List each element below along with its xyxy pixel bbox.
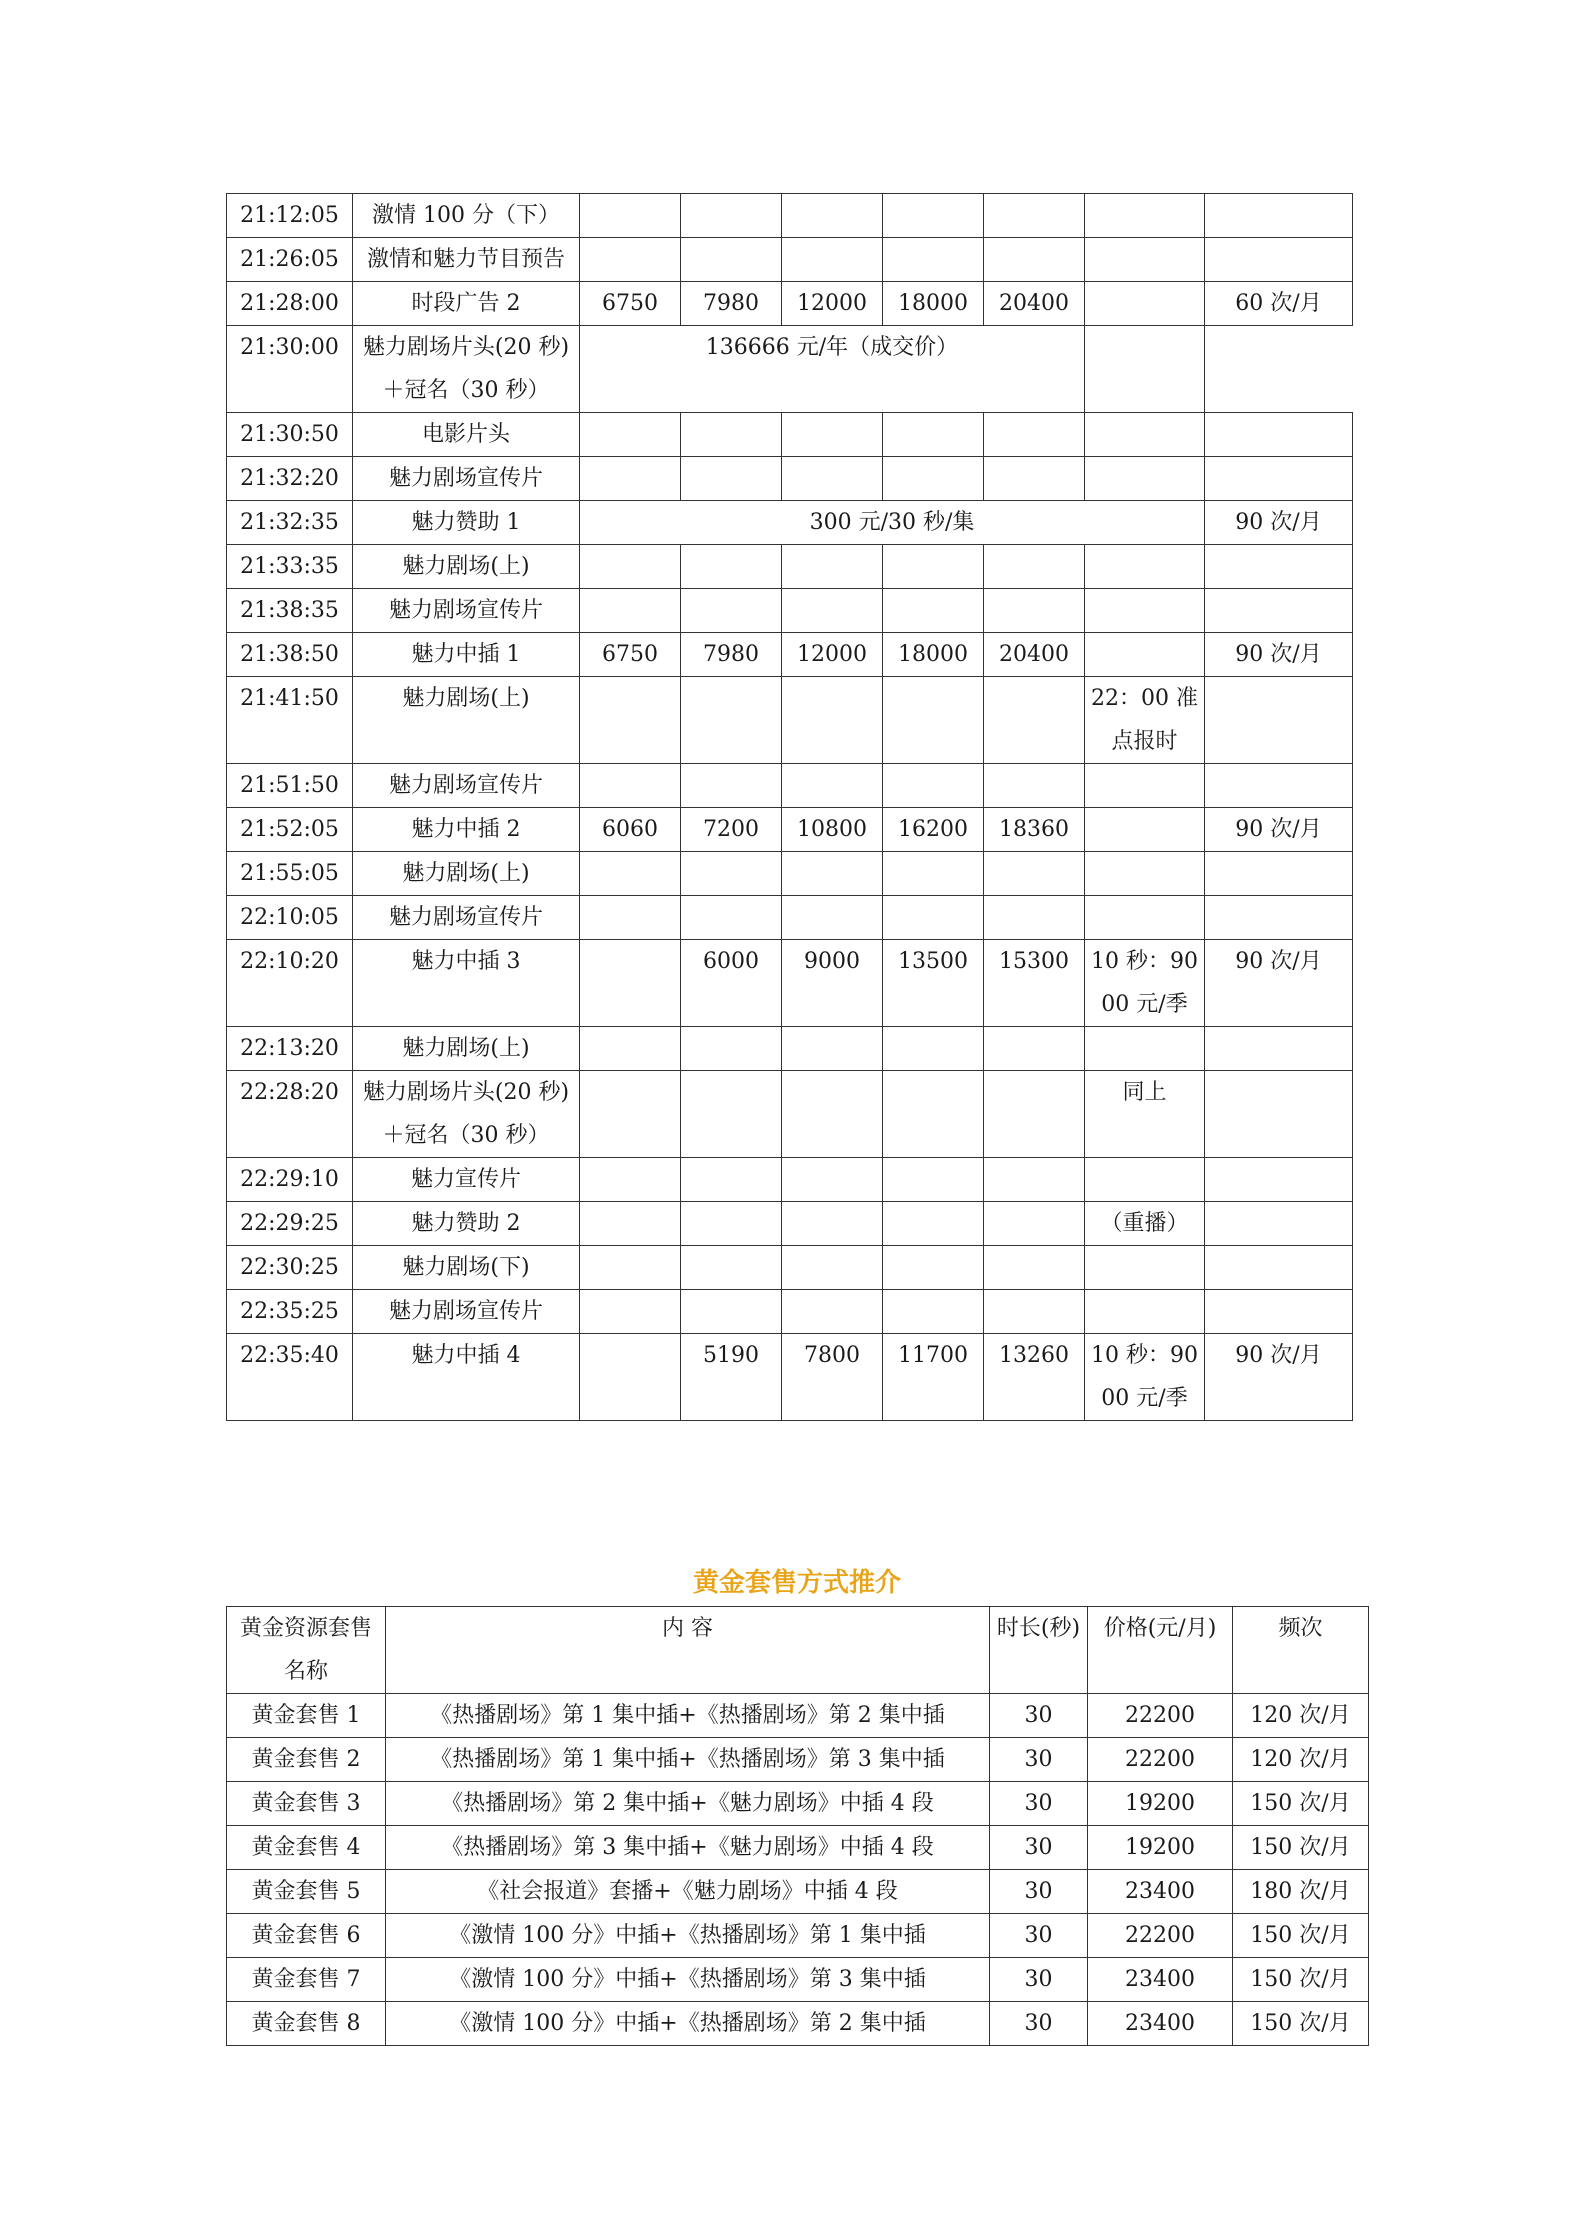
schedule-row	[227, 633, 1353, 677]
schedule-cell: 18360	[984, 808, 1085, 852]
package-cell: 30	[990, 1870, 1088, 1914]
package-cell: 120 次/月	[1233, 1694, 1369, 1738]
schedule-cell: 21:41:50	[227, 677, 353, 764]
header-duration: 时长(秒)	[990, 1607, 1088, 1694]
schedule-cell	[782, 545, 883, 589]
schedule-cell	[1085, 808, 1205, 852]
package-cell: 30	[990, 1738, 1088, 1782]
schedule-cell	[984, 194, 1085, 238]
package-cell: 《热播剧场》第 1 集中插+《热播剧场》第 2 集中插	[386, 1694, 990, 1738]
schedule-cell: 5190	[681, 1334, 782, 1421]
schedule-cell: 9000	[782, 940, 883, 1027]
schedule-cell: 6000	[681, 940, 782, 1027]
schedule-cell: 13500	[883, 940, 984, 1027]
schedule-cell	[580, 1158, 681, 1202]
schedule-cell	[580, 764, 681, 808]
schedule-cell	[1205, 1202, 1353, 1246]
schedule-row	[227, 940, 1353, 1027]
package-cell: 150 次/月	[1233, 1782, 1369, 1826]
package-cell: 19200	[1088, 1826, 1233, 1870]
schedule-row	[227, 808, 1353, 852]
schedule-cell: 魅力中插 1	[353, 633, 580, 677]
schedule-cell: 魅力宣传片	[353, 1158, 580, 1202]
package-cell: 黄金套售 3	[227, 1782, 386, 1826]
schedule-cell: 魅力剧场片头(20 秒)＋冠名（30 秒）	[353, 326, 580, 413]
schedule-cell	[883, 677, 984, 764]
schedule-cell	[782, 1290, 883, 1334]
schedule-cell	[883, 896, 984, 940]
schedule-cell: 22:13:20	[227, 1027, 353, 1071]
schedule-row	[227, 1290, 1353, 1334]
schedule-cell	[681, 677, 782, 764]
schedule-cell	[984, 1027, 1085, 1071]
schedule-cell	[883, 1071, 984, 1158]
schedule-row	[227, 194, 1353, 238]
schedule-cell	[883, 1290, 984, 1334]
schedule-cell	[883, 764, 984, 808]
schedule-cell: 魅力赞助 2	[353, 1202, 580, 1246]
schedule-cell	[984, 238, 1085, 282]
schedule-cell	[580, 1334, 681, 1421]
schedule-cell: 7200	[681, 808, 782, 852]
schedule-cell	[1085, 194, 1205, 238]
package-cell: 《热播剧场》第 2 集中插+《魅力剧场》中插 4 段	[386, 1782, 990, 1826]
schedule-cell	[1085, 1290, 1205, 1334]
schedule-cell	[681, 852, 782, 896]
schedule-cell	[1205, 896, 1353, 940]
package-cell: 黄金套售 7	[227, 1958, 386, 2002]
schedule-cell	[580, 896, 681, 940]
schedule-cell	[681, 545, 782, 589]
package-row	[227, 1870, 1369, 1914]
schedule-table	[226, 193, 1353, 1421]
schedule-cell	[782, 589, 883, 633]
schedule-row	[227, 1202, 1353, 1246]
schedule-cell	[984, 589, 1085, 633]
schedule-cell	[1085, 545, 1205, 589]
schedule-cell: 6060	[580, 808, 681, 852]
package-row	[227, 1782, 1369, 1826]
schedule-cell	[1205, 545, 1353, 589]
package-cell: 黄金套售 4	[227, 1826, 386, 1870]
schedule-cell	[580, 238, 681, 282]
schedule-cell	[883, 589, 984, 633]
schedule-cell: 魅力剧场宣传片	[353, 457, 580, 501]
schedule-cell	[681, 764, 782, 808]
schedule-cell	[681, 896, 782, 940]
schedule-cell: 魅力中插 3	[353, 940, 580, 1027]
schedule-cell	[984, 1246, 1085, 1290]
package-cell: 30	[990, 1694, 1088, 1738]
schedule-cell	[1085, 1246, 1205, 1290]
schedule-cell: 魅力剧场(上)	[353, 677, 580, 764]
package-cell: 《激情 100 分》中插+《热播剧场》第 2 集中插	[386, 2002, 990, 2046]
schedule-cell: 激情 100 分（下）	[353, 194, 580, 238]
schedule-cell	[782, 238, 883, 282]
schedule-cell: 7800	[782, 1334, 883, 1421]
schedule-row	[227, 589, 1353, 633]
header-content: 内 容	[386, 1607, 990, 1694]
package-cell: 黄金套售 6	[227, 1914, 386, 1958]
schedule-cell	[782, 896, 883, 940]
schedule-cell	[1205, 1290, 1353, 1334]
schedule-cell: （重播）	[1085, 1202, 1205, 1246]
schedule-cell: 15300	[984, 940, 1085, 1027]
schedule-cell	[580, 194, 681, 238]
schedule-cell	[1205, 457, 1353, 501]
schedule-cell: 6750	[580, 282, 681, 326]
schedule-cell: 300 元/30 秒/集	[580, 501, 1205, 545]
header-frequency: 频次	[1233, 1607, 1369, 1694]
schedule-row	[227, 1027, 1353, 1071]
schedule-cell	[984, 677, 1085, 764]
schedule-cell	[984, 764, 1085, 808]
schedule-cell	[782, 1202, 883, 1246]
schedule-row	[227, 1246, 1353, 1290]
package-row	[227, 1826, 1369, 1870]
schedule-cell: 21:26:05	[227, 238, 353, 282]
schedule-cell: 22:29:10	[227, 1158, 353, 1202]
schedule-cell	[580, 677, 681, 764]
schedule-cell	[1205, 764, 1353, 808]
schedule-cell	[1205, 677, 1353, 764]
schedule-cell	[681, 1071, 782, 1158]
schedule-cell	[1205, 1158, 1353, 1202]
schedule-cell: 21:52:05	[227, 808, 353, 852]
package-cell: 黄金套售 2	[227, 1738, 386, 1782]
schedule-cell	[1085, 896, 1205, 940]
schedule-cell: 10 秒：9000 元/季	[1085, 1334, 1205, 1421]
package-cell: 黄金套售 8	[227, 2002, 386, 2046]
schedule-cell: 魅力赞助 1	[353, 501, 580, 545]
schedule-cell: 22:30:25	[227, 1246, 353, 1290]
package-cell: 120 次/月	[1233, 1738, 1369, 1782]
schedule-cell: 90 次/月	[1205, 808, 1353, 852]
schedule-cell: 魅力剧场宣传片	[353, 896, 580, 940]
schedule-cell	[883, 545, 984, 589]
schedule-cell	[782, 852, 883, 896]
schedule-cell	[580, 589, 681, 633]
schedule-cell	[681, 589, 782, 633]
schedule-row	[227, 282, 1353, 326]
schedule-cell: 12000	[782, 633, 883, 677]
schedule-cell: 魅力剧场(上)	[353, 852, 580, 896]
schedule-cell	[883, 1246, 984, 1290]
schedule-cell	[681, 1290, 782, 1334]
schedule-cell: 10800	[782, 808, 883, 852]
schedule-row	[227, 326, 1353, 413]
schedule-cell	[984, 896, 1085, 940]
schedule-cell: 136666 元/年（成交价）	[580, 326, 1085, 413]
schedule-cell	[883, 457, 984, 501]
schedule-cell: 22:10:05	[227, 896, 353, 940]
schedule-cell: 21:32:20	[227, 457, 353, 501]
schedule-cell	[580, 1071, 681, 1158]
package-cell: 30	[990, 1826, 1088, 1870]
schedule-cell	[1085, 1027, 1205, 1071]
schedule-cell: 魅力剧场(上)	[353, 1027, 580, 1071]
schedule-cell: 21:33:35	[227, 545, 353, 589]
package-cell: 《激情 100 分》中插+《热播剧场》第 3 集中插	[386, 1958, 990, 2002]
schedule-cell: 魅力剧场宣传片	[353, 589, 580, 633]
schedule-cell	[580, 940, 681, 1027]
schedule-row	[227, 764, 1353, 808]
schedule-cell	[984, 457, 1085, 501]
schedule-cell	[1205, 194, 1353, 238]
schedule-row	[227, 1071, 1353, 1158]
schedule-cell: 魅力中插 2	[353, 808, 580, 852]
schedule-cell	[1205, 1246, 1353, 1290]
schedule-cell	[1085, 852, 1205, 896]
package-cell: 150 次/月	[1233, 2002, 1369, 2046]
package-row	[227, 2002, 1369, 2046]
package-cell: 《热播剧场》第 3 集中插+《魅力剧场》中插 4 段	[386, 1826, 990, 1870]
schedule-cell: 16200	[883, 808, 984, 852]
schedule-cell	[580, 1202, 681, 1246]
schedule-cell	[580, 1290, 681, 1334]
package-cell: 23400	[1088, 1870, 1233, 1914]
schedule-cell	[782, 677, 883, 764]
schedule-cell	[681, 413, 782, 457]
schedule-cell: 22：00 准点报时	[1085, 677, 1205, 764]
schedule-cell: 魅力剧场(下)	[353, 1246, 580, 1290]
schedule-cell: 同上	[1085, 1071, 1205, 1158]
package-cell: 22200	[1088, 1738, 1233, 1782]
package-row	[227, 1958, 1369, 2002]
schedule-cell	[1205, 238, 1353, 282]
schedule-cell: 22:35:25	[227, 1290, 353, 1334]
schedule-cell: 魅力剧场(上)	[353, 545, 580, 589]
schedule-cell: 21:32:35	[227, 501, 353, 545]
schedule-cell	[1205, 589, 1353, 633]
header-price: 价格(元/月)	[1088, 1607, 1233, 1694]
package-cell: 150 次/月	[1233, 1914, 1369, 1958]
schedule-cell	[1085, 589, 1205, 633]
schedule-cell	[984, 1202, 1085, 1246]
schedule-cell: 90 次/月	[1205, 1334, 1353, 1421]
package-cell: 150 次/月	[1233, 1826, 1369, 1870]
schedule-cell: 21:28:00	[227, 282, 353, 326]
schedule-row	[227, 852, 1353, 896]
schedule-cell: 60 次/月	[1205, 282, 1353, 326]
schedule-cell	[782, 1246, 883, 1290]
package-cell: 黄金套售 5	[227, 1870, 386, 1914]
package-cell: 23400	[1088, 1958, 1233, 2002]
schedule-cell: 电影片头	[353, 413, 580, 457]
schedule-cell	[984, 545, 1085, 589]
schedule-cell	[984, 413, 1085, 457]
schedule-cell: 18000	[883, 633, 984, 677]
package-cell: 黄金套售 1	[227, 1694, 386, 1738]
schedule-cell	[1205, 1027, 1353, 1071]
schedule-cell: 激情和魅力节目预告	[353, 238, 580, 282]
schedule-cell	[681, 1027, 782, 1071]
schedule-cell	[883, 238, 984, 282]
schedule-cell: 21:30:50	[227, 413, 353, 457]
schedule-cell	[984, 1290, 1085, 1334]
schedule-cell	[1085, 633, 1205, 677]
package-header-row	[227, 1607, 1369, 1694]
schedule-cell: 90 次/月	[1205, 940, 1353, 1027]
schedule-cell	[1085, 282, 1205, 326]
schedule-cell	[883, 1027, 984, 1071]
schedule-cell: 90 次/月	[1205, 501, 1353, 545]
schedule-cell: 7980	[681, 633, 782, 677]
schedule-cell: 6750	[580, 633, 681, 677]
schedule-cell	[1085, 326, 1205, 413]
schedule-cell	[984, 852, 1085, 896]
schedule-cell: 90 次/月	[1205, 633, 1353, 677]
header-package-name: 黄金资源套售名称	[227, 1607, 386, 1694]
schedule-row	[227, 413, 1353, 457]
package-cell: 《热播剧场》第 1 集中插+《热播剧场》第 3 集中插	[386, 1738, 990, 1782]
schedule-cell	[580, 413, 681, 457]
schedule-cell	[782, 457, 883, 501]
schedule-cell	[1205, 413, 1353, 457]
schedule-cell: 20400	[984, 282, 1085, 326]
schedule-cell: 魅力剧场宣传片	[353, 1290, 580, 1334]
schedule-cell	[1085, 457, 1205, 501]
schedule-row	[227, 545, 1353, 589]
schedule-row	[227, 1158, 1353, 1202]
schedule-row	[227, 501, 1353, 545]
package-title: 黄金套售方式推介	[692, 1568, 901, 1598]
schedule-cell: 21:55:05	[227, 852, 353, 896]
schedule-cell	[681, 1202, 782, 1246]
schedule-cell	[681, 1246, 782, 1290]
schedule-cell	[1205, 1071, 1353, 1158]
package-row	[227, 1914, 1369, 1958]
schedule-cell: 18000	[883, 282, 984, 326]
schedule-cell: 10 秒：9000 元/季	[1085, 940, 1205, 1027]
schedule-cell: 13260	[984, 1334, 1085, 1421]
package-cell: 30	[990, 1782, 1088, 1826]
schedule-cell	[681, 194, 782, 238]
schedule-cell: 22:35:40	[227, 1334, 353, 1421]
schedule-cell	[580, 1027, 681, 1071]
schedule-cell	[984, 1071, 1085, 1158]
schedule-cell: 魅力中插 4	[353, 1334, 580, 1421]
schedule-cell	[580, 545, 681, 589]
schedule-cell	[782, 1027, 883, 1071]
schedule-row	[227, 1334, 1353, 1421]
package-table	[226, 1606, 1369, 2046]
schedule-cell	[782, 1158, 883, 1202]
schedule-cell	[883, 413, 984, 457]
schedule-cell: 21:38:35	[227, 589, 353, 633]
schedule-row	[227, 238, 1353, 282]
schedule-cell	[782, 764, 883, 808]
schedule-cell	[580, 1246, 681, 1290]
schedule-cell: 20400	[984, 633, 1085, 677]
schedule-cell	[681, 457, 782, 501]
schedule-cell	[883, 1158, 984, 1202]
schedule-cell	[984, 1158, 1085, 1202]
package-cell: 150 次/月	[1233, 1958, 1369, 2002]
schedule-cell: 22:29:25	[227, 1202, 353, 1246]
schedule-cell: 21:12:05	[227, 194, 353, 238]
package-cell: 23400	[1088, 2002, 1233, 2046]
package-cell: 30	[990, 1914, 1088, 1958]
schedule-cell: 12000	[782, 282, 883, 326]
schedule-cell	[883, 194, 984, 238]
schedule-cell	[782, 413, 883, 457]
package-cell: 22200	[1088, 1914, 1233, 1958]
schedule-cell: 魅力剧场宣传片	[353, 764, 580, 808]
schedule-cell	[782, 194, 883, 238]
schedule-cell: 21:30:00	[227, 326, 353, 413]
package-cell: 30	[990, 1958, 1088, 2002]
package-cell: 180 次/月	[1233, 1870, 1369, 1914]
schedule-cell	[681, 1158, 782, 1202]
schedule-row	[227, 896, 1353, 940]
schedule-cell	[580, 457, 681, 501]
package-row	[227, 1738, 1369, 1782]
schedule-cell: 7980	[681, 282, 782, 326]
schedule-row	[227, 677, 1353, 764]
schedule-cell	[883, 852, 984, 896]
package-cell: 《社会报道》套播+《魅力剧场》中插 4 段	[386, 1870, 990, 1914]
schedule-cell: 时段广告 2	[353, 282, 580, 326]
package-cell: 30	[990, 2002, 1088, 2046]
schedule-cell	[1085, 764, 1205, 808]
schedule-cell	[580, 852, 681, 896]
schedule-cell: 魅力剧场片头(20 秒)＋冠名（30 秒）	[353, 1071, 580, 1158]
package-cell: 22200	[1088, 1694, 1233, 1738]
package-row	[227, 1694, 1369, 1738]
package-cell: 《激情 100 分》中插+《热播剧场》第 1 集中插	[386, 1914, 990, 1958]
schedule-row	[227, 457, 1353, 501]
schedule-cell	[883, 1202, 984, 1246]
schedule-cell: 22:10:20	[227, 940, 353, 1027]
schedule-cell	[1205, 852, 1353, 896]
schedule-cell: 22:28:20	[227, 1071, 353, 1158]
schedule-cell	[681, 238, 782, 282]
schedule-cell: 11700	[883, 1334, 984, 1421]
schedule-cell	[1085, 413, 1205, 457]
schedule-cell	[1085, 1158, 1205, 1202]
schedule-cell	[782, 1071, 883, 1158]
schedule-cell: 21:51:50	[227, 764, 353, 808]
schedule-cell	[1085, 238, 1205, 282]
schedule-cell: 21:38:50	[227, 633, 353, 677]
package-cell: 19200	[1088, 1782, 1233, 1826]
